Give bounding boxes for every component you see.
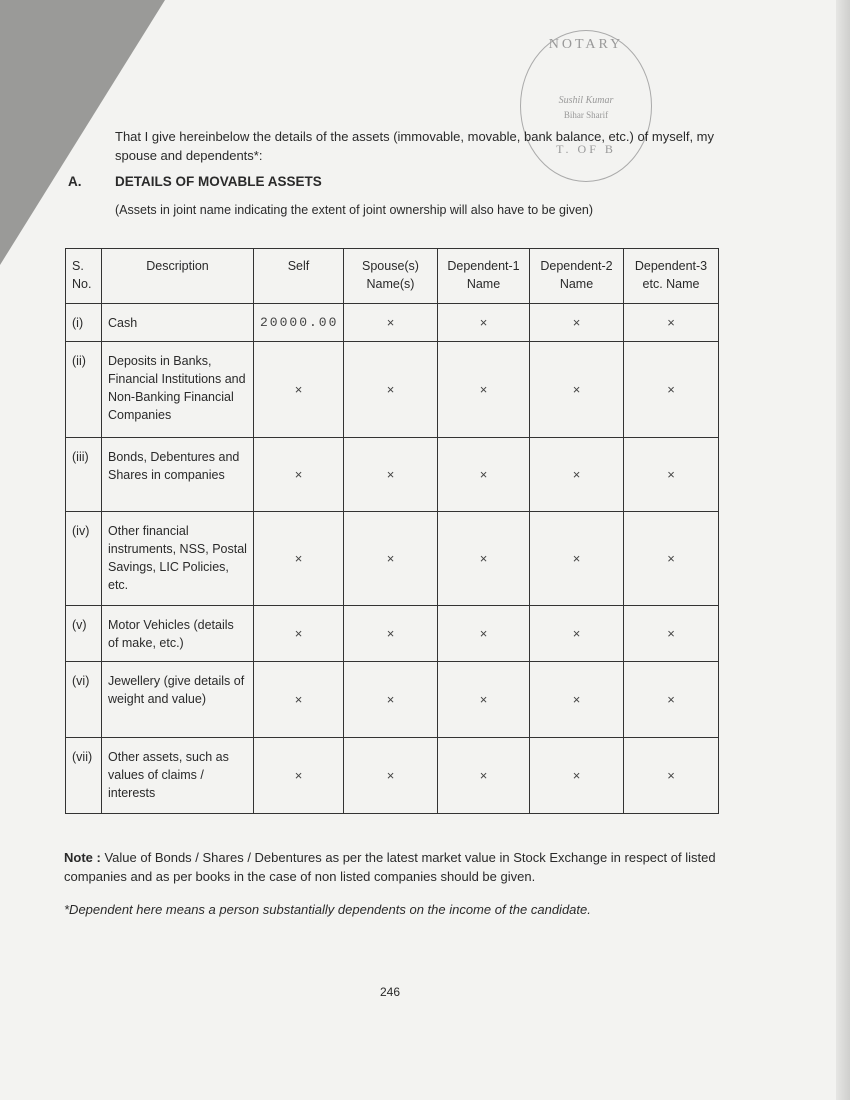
cell-dependent-1: × bbox=[438, 606, 530, 662]
table-row bbox=[66, 606, 719, 662]
row-description: Jewellery (give details of weight and value) bbox=[102, 662, 254, 738]
table-header-row bbox=[66, 249, 719, 304]
header-dependent-1: Dependent-1 Name bbox=[438, 249, 530, 304]
cell-spouse: × bbox=[344, 304, 438, 342]
stamp-bottom: T. OF B bbox=[556, 142, 616, 156]
table-row bbox=[66, 304, 719, 342]
footnote: *Dependent here means a person substantially dependents on the income of the candidate. bbox=[64, 902, 591, 917]
cell-dependent-3: × bbox=[624, 606, 719, 662]
row-description: Bonds, Debentures and Shares in companies bbox=[102, 438, 254, 512]
note-text: Value of Bonds / Shares / Debentures as per the latest market value in Stock Exchange in respect of listed companies and as per books in the case of non listed companies should be given. bbox=[64, 850, 716, 884]
cell-spouse: × bbox=[344, 512, 438, 606]
cell-self: 20000.00 bbox=[254, 304, 344, 342]
section-title: DETAILS OF MOVABLE ASSETS bbox=[115, 174, 322, 189]
cell-dependent-2: × bbox=[530, 738, 624, 814]
stamp-title: NOTARY bbox=[548, 37, 624, 52]
header-self: Self bbox=[254, 249, 344, 304]
row-sno: (ii) bbox=[66, 342, 102, 438]
cell-dependent-1: × bbox=[438, 342, 530, 438]
cell-dependent-3: × bbox=[624, 304, 719, 342]
table-row bbox=[66, 342, 719, 438]
row-sno: (vii) bbox=[66, 738, 102, 814]
intro-text: That I give hereinbelow the details of the assets (immovable, movable, bank balance, etc.) of myself, my spouse and dependents*: bbox=[115, 129, 715, 163]
row-description: Other financial instruments, NSS, Postal Savings, LIC Policies, etc. bbox=[102, 512, 254, 606]
cell-dependent-1: × bbox=[438, 738, 530, 814]
row-sno: (i) bbox=[66, 304, 102, 342]
row-description: Deposits in Banks, Financial Institutions and Non-Banking Financial Companies bbox=[102, 342, 254, 438]
cell-dependent-2: × bbox=[530, 304, 624, 342]
cell-dependent-2: × bbox=[530, 342, 624, 438]
row-sno: (vi) bbox=[66, 662, 102, 738]
cell-dependent-3: × bbox=[624, 438, 719, 512]
cell-dependent-2: × bbox=[530, 438, 624, 512]
cell-dependent-3: × bbox=[624, 738, 719, 814]
cell-dependent-1: × bbox=[438, 438, 530, 512]
row-description: Motor Vehicles (details of make, etc.) bbox=[102, 606, 254, 662]
cell-self: × bbox=[254, 512, 344, 606]
section-letter: A. bbox=[68, 174, 82, 189]
table-row bbox=[66, 512, 719, 606]
note-block bbox=[64, 848, 724, 886]
page-edge bbox=[836, 0, 850, 1100]
header-dependent-2: Dependent-2 Name bbox=[530, 249, 624, 304]
cell-dependent-3: × bbox=[624, 512, 719, 606]
cell-dependent-3: × bbox=[624, 342, 719, 438]
header-sno: S. No. bbox=[66, 249, 102, 304]
cell-self: × bbox=[254, 438, 344, 512]
cell-dependent-2: × bbox=[530, 606, 624, 662]
cell-dependent-1: × bbox=[438, 304, 530, 342]
table-row bbox=[66, 438, 719, 512]
cell-dependent-2: × bbox=[530, 512, 624, 606]
cell-dependent-2: × bbox=[530, 662, 624, 738]
cell-dependent-3: × bbox=[624, 662, 719, 738]
row-description: Other assets, such as values of claims / interests bbox=[102, 738, 254, 814]
cell-spouse: × bbox=[344, 662, 438, 738]
header-description: Description bbox=[102, 249, 254, 304]
cell-self: × bbox=[254, 606, 344, 662]
cell-dependent-1: × bbox=[438, 662, 530, 738]
cell-spouse: × bbox=[344, 606, 438, 662]
section-subtitle: (Assets in joint name indicating the extent of joint ownership will also have to be given) bbox=[115, 203, 594, 217]
header-dependent-3: Dependent-3 etc. Name bbox=[624, 249, 719, 304]
stamp-place: Bihar Sharif bbox=[563, 110, 609, 120]
page-number: 246 bbox=[380, 985, 401, 999]
header-spouse: Spouse(s) Name(s) bbox=[344, 249, 438, 304]
cell-self: × bbox=[254, 662, 344, 738]
row-description: Cash bbox=[102, 304, 254, 342]
table-row bbox=[66, 738, 719, 814]
cell-spouse: × bbox=[344, 342, 438, 438]
movable-assets-table bbox=[65, 248, 719, 814]
stamp-name: Sushil Kumar bbox=[558, 95, 614, 106]
row-sno: (v) bbox=[66, 606, 102, 662]
cell-spouse: × bbox=[344, 738, 438, 814]
cell-self: × bbox=[254, 738, 344, 814]
cell-self: × bbox=[254, 342, 344, 438]
row-sno: (iv) bbox=[66, 512, 102, 606]
row-sno: (iii) bbox=[66, 438, 102, 512]
cell-dependent-1: × bbox=[438, 512, 530, 606]
note-label: Note : bbox=[64, 850, 101, 865]
cell-spouse: × bbox=[344, 438, 438, 512]
table-row bbox=[66, 662, 719, 738]
